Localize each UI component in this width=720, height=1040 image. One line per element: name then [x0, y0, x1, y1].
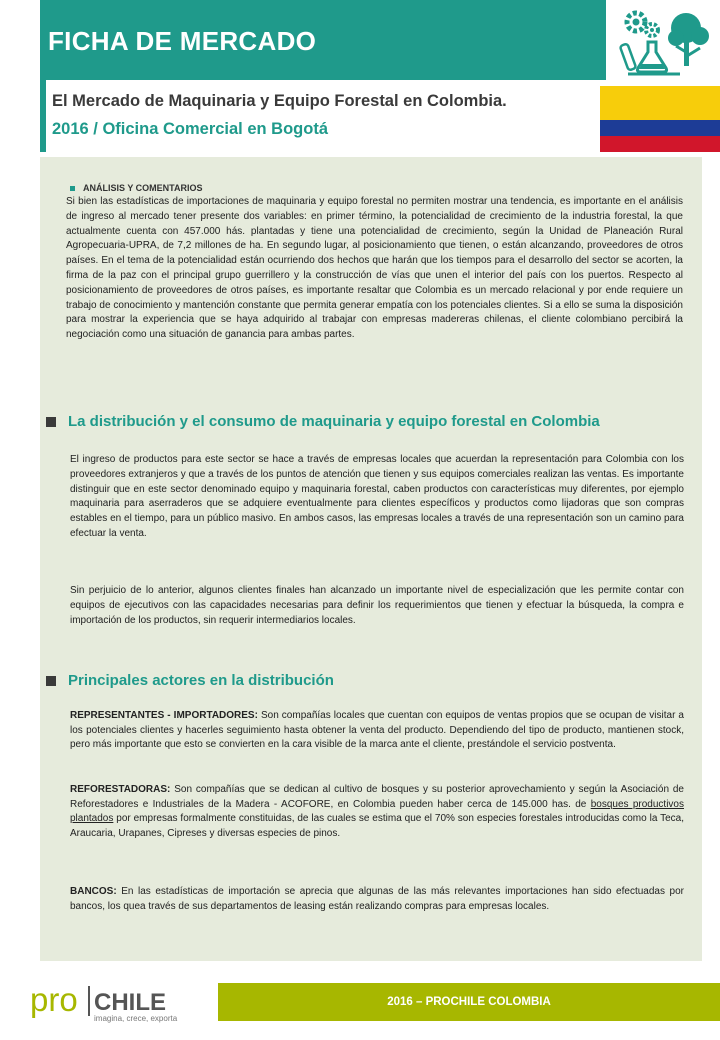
- footer-text: 2016 – PROCHILE COLOMBIA: [387, 996, 551, 1008]
- page-title: FICHA DE MERCADO: [48, 26, 317, 56]
- actor-reforestadoras: [70, 783, 684, 841]
- colombia-flag-icon: [600, 86, 720, 152]
- actor-text: Son compañías que se dedican al cultivo de bosques y su posterior aprovechamiento y según la Asociación de Reforestadores e Industriales de la Madera - ACOFORE, en Colombia pueden haber cerca de 145.000 has. de: [70, 784, 684, 810]
- subtitle-accent-bar: [40, 80, 46, 152]
- actor-text: En las estadísticas de importación se aprecia que algunas de las más relevantes importaciones han sido efectuadas por bancos, los quea través de sus departamentos de leasing están realizando compras para empresas locales.: [70, 886, 684, 912]
- report-year-office: 2016 / Oficina Comercial en Bogotá: [52, 120, 329, 138]
- actor-text: por empresas formalmente constituidas, de las cuales se estima que el 70% son especies forestales introducidas como la Teca, Araucaria, Urapanes, Cipreses y diversas especies de pinos.: [70, 813, 684, 839]
- logo-pro-text: pro: [30, 981, 78, 1018]
- actors-heading: [46, 672, 334, 689]
- distribution-paragraph-2: Sin perjuicio de lo anterior, algunos clientes finales han alcanzado un importante nivel de especialización que les permite contar con equipos de ejecutivos con las capacidades necesarias para definir los requerimientos que tienen y efectuar la búsqueda, la compra e importación de los productos, sin requerir intermediarios locales.: [70, 585, 684, 626]
- bosques-link[interactable]: bosques productivos plantados: [70, 798, 684, 825]
- report-subtitle: El Mercado de Maquinaria y Equipo Forestal en Colombia.: [52, 92, 507, 110]
- section-square-icon: [46, 417, 56, 427]
- logo-tagline-text: imagina, crece, exporta: [94, 1014, 178, 1023]
- gears-laboratory-tree-icon: [614, 4, 714, 78]
- actor-label: BANCOS:: [70, 886, 117, 897]
- actor-representantes: [70, 709, 684, 753]
- actor-label: REFORESTADORAS:: [70, 784, 171, 795]
- logo-chile-text: CHILE: [94, 989, 166, 1016]
- actor-label: REPRESENTANTES - IMPORTADORES:: [70, 710, 258, 721]
- section-square-icon: [46, 676, 56, 686]
- bullet-square-icon: [70, 186, 75, 191]
- distribution-heading: [46, 413, 600, 430]
- analysis-heading-label: ANÁLISIS Y COMENTARIOS: [83, 183, 203, 193]
- distribution-heading-label: La distribución y el consumo de maquinaria y equipo forestal en Colombia: [68, 413, 600, 430]
- actor-text: Son compañías locales que cuentan con equipos de ventas propios que se ocupan de visitar a los potenciales clientes y hacerles seguimiento hasta obtener la venta del producto. Dependiendo del tipo de producto, mantienen stock, pero más importante que esto se convierten en la cara visible de la marca ante el cliente, prestándole el servicio postventa.: [70, 710, 684, 751]
- analysis-heading: [70, 183, 203, 193]
- prochile-logo: [30, 980, 230, 1030]
- distribution-paragraph-1: El ingreso de productos para este sector se hace a través de empresas locales que acuerdan la representación para Colombia con los proveedores extranjeros y que a través de los puntos de atención que tienen y sus equipos comerciales realizan las ventas. Es importante distinguir que en este sector denominado equipo y maquinaria forestal, caben productos con características muy diferentes, por ejemplo maquinaria para aserraderos que se adquiere eventualmente para clientes específicos y productos como lijadoras que son compras estables en el tiempo, para un público masivo. En ambos casos, las empresas locales a través de una representación son un camino para efectuar la venta.: [70, 454, 684, 539]
- actors-heading-label: Principales actores en la distribución: [68, 672, 334, 689]
- analysis-paragraph: Si bien las estadísticas de importaciones de maquinaria y equipo forestal no permiten mostrar una tendencia, es importante en el análisis de ingreso al mercado tener presente dos variables: en primer término, la potencialidad de crecimiento de la industria forestal, la que actualmente cuenta con 457.000 hás. plantadas y tiene una potencialidad de crecimiento, según la Unidad de Planeación Rural Agropecuaria-UPRA, de 7,2 millones de ha. En segundo lugar, al posicionamiento que tienen, o están alcanzando, proveedores de otros países. En el tema de la potencialidad están ocurriendo dos hechos que harán que los tiempos para el desarrollo del sector se acorten, la firma de la paz con el principal grupo guerrillero y la construcción de vías que unen el interior del país con los puertos. Respecto al posicionamiento de proveedores de otros países, es importante resaltar que Colombia es un mercado relacional y por ende requiere un trabajo de conocimiento y mantención constante que permita generar empatía con los potenciales clientes. Si a ello se suma la disposición para mostrar la experiencia que se haya adquirido al trabajar con empresas madereras chilenas, el cliente colombiano percibirá la negociación como una situación de ganancia para ambas partes.: [66, 196, 683, 341]
- actor-bancos: [70, 885, 684, 914]
